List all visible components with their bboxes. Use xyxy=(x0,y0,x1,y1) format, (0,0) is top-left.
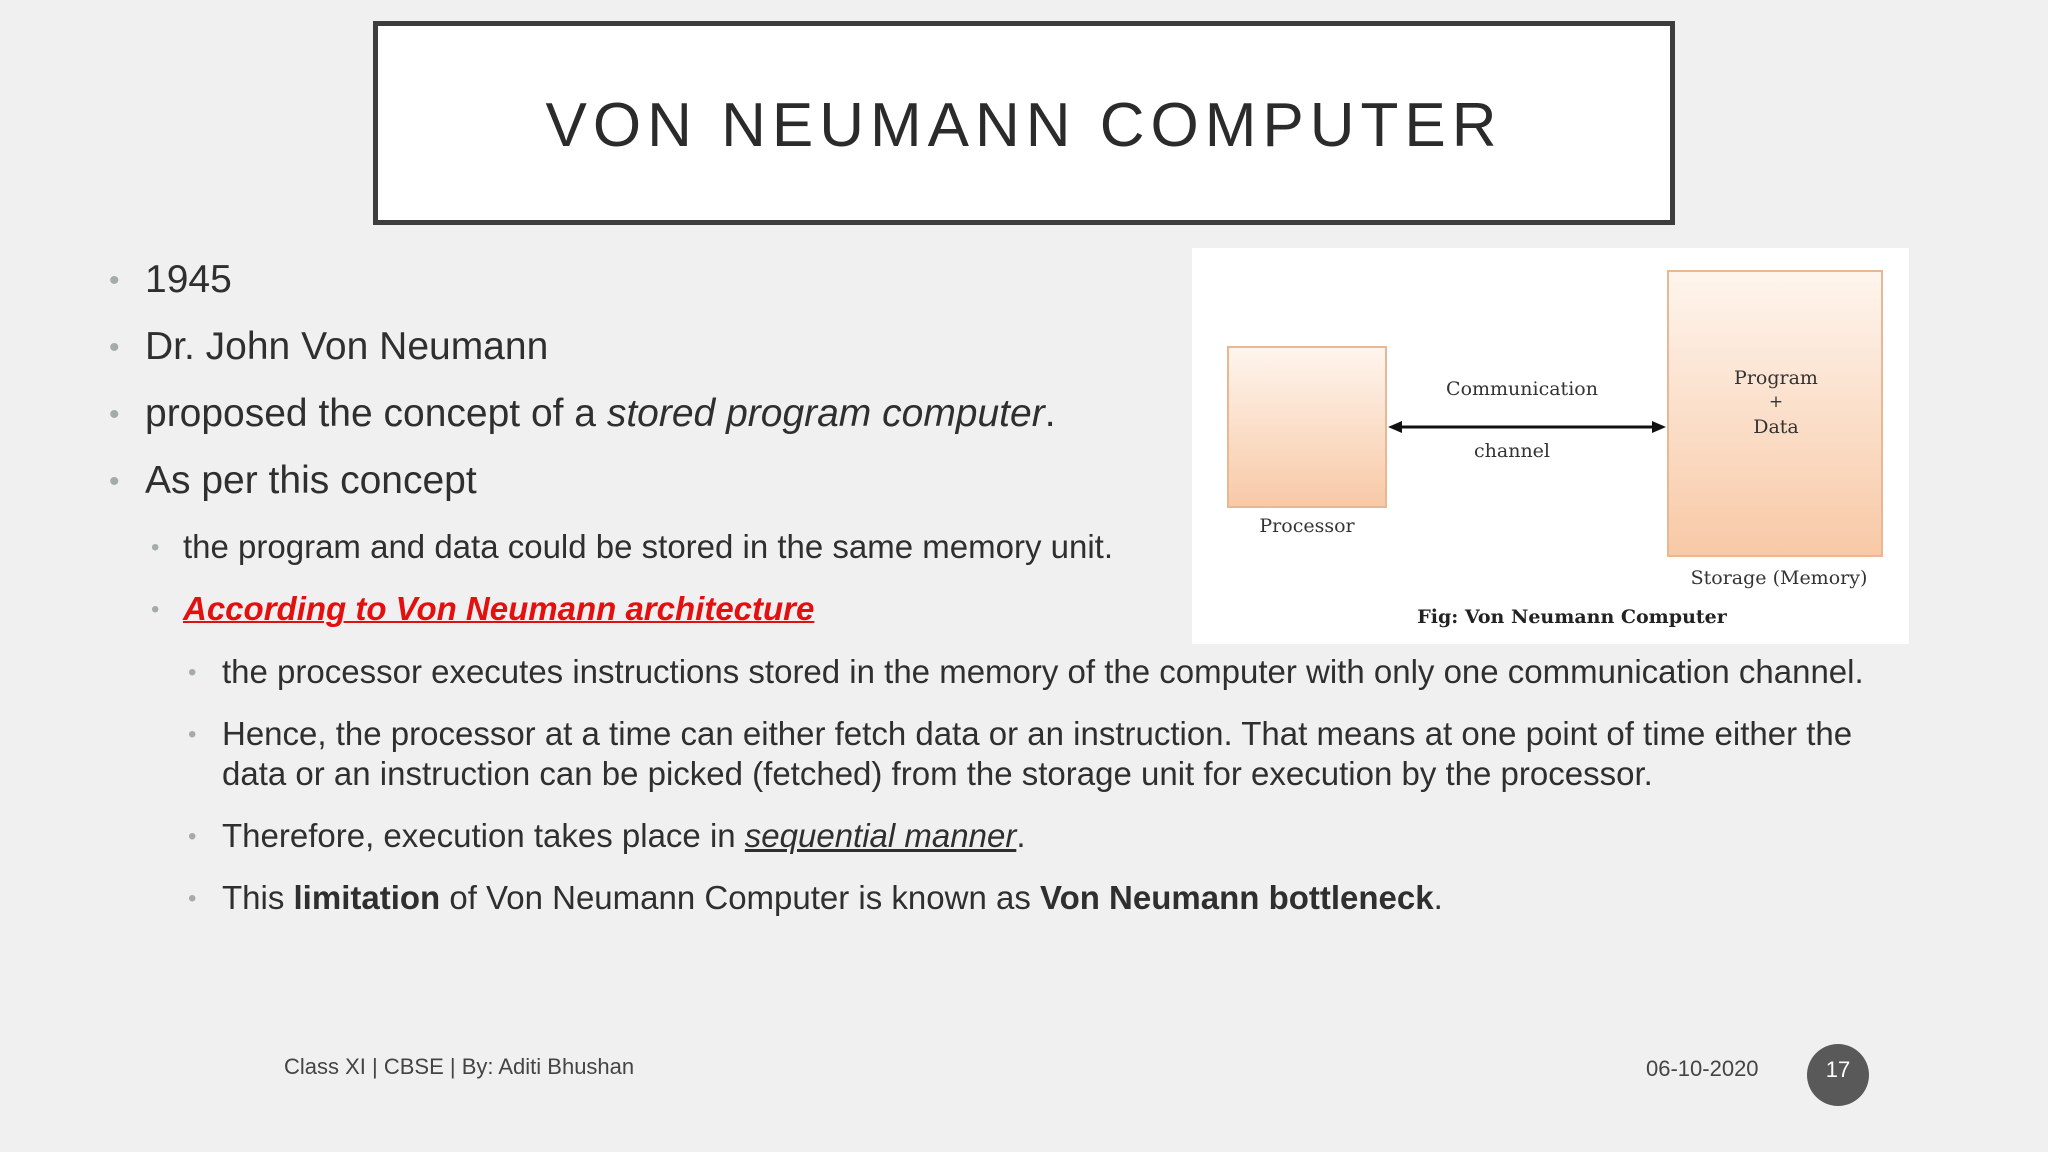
arrow-right-icon xyxy=(1652,421,1666,433)
slide-title: VON NEUMANN COMPUTER xyxy=(545,91,1503,160)
bullet-dot-icon: • xyxy=(109,264,120,297)
arrow-left-icon xyxy=(1388,421,1402,433)
sequential-manner-link[interactable]: sequential manner xyxy=(744,817,1017,854)
sub-sub-bullet-limitation: • This limitation of Von Neumann Computer is known as Von Neumann bottleneck. xyxy=(222,879,1443,917)
memory-box xyxy=(1668,271,1882,556)
sub-sub-bullet-therefore: • Therefore, execution takes place in sequential manner. xyxy=(222,817,1025,855)
diagram-svg xyxy=(1192,248,1909,644)
bullet-dot-icon: • xyxy=(188,659,197,686)
sub-bullet-architecture[interactable] xyxy=(151,590,815,628)
footer-author: Class XI | CBSE | By: Aditi Bhushan xyxy=(284,1054,635,1079)
channel-bottom-label: channel xyxy=(1474,440,1550,462)
bullet-dot-icon: • xyxy=(109,465,120,498)
processor-label: Processor xyxy=(1259,515,1355,537)
architecture-link[interactable]: According to Von Neumann architecture xyxy=(183,590,815,627)
memory-data-label: Data xyxy=(1753,416,1799,438)
bullet-dot-icon: • xyxy=(151,534,160,561)
footer-date: 06-10-2020 xyxy=(1646,1056,1759,1081)
bullet-name: • Dr. John Von Neumann xyxy=(145,325,548,369)
memory-plus-label: + xyxy=(1768,392,1784,412)
sub-sub-bullet-hence: • Hence, the processor at a time can either fetch data or an instruction. That means at one point of time either the xyxy=(222,715,1852,753)
bullet-dot-icon: • xyxy=(188,885,197,912)
processor-box xyxy=(1228,347,1386,507)
bullet-dot-icon: • xyxy=(109,331,120,364)
figure-caption: Fig: Von Neumann Computer xyxy=(1417,606,1727,628)
sub-sub-bullet-hence-cont: data or an instruction can be picked (fetched) from the storage unit for execution by the processor. xyxy=(222,755,1653,792)
bullet-dot-icon: • xyxy=(188,721,197,748)
sub-bullet-memory: • the program and data could be stored in the same memory unit. xyxy=(183,528,1113,566)
storage-label: Storage (Memory) xyxy=(1690,567,1868,589)
bullet-dot-icon: • xyxy=(188,823,197,850)
memory-program-label: Program xyxy=(1734,367,1818,389)
von-neumann-diagram xyxy=(1192,248,1909,644)
bullet-dot-icon: • xyxy=(109,398,120,431)
bullet-proposed: • proposed the concept of a stored program computer. xyxy=(145,392,1056,436)
channel-top-label: Communication xyxy=(1446,378,1598,400)
bullet-year: • 1945 xyxy=(145,258,232,302)
bullet-concept: • As per this concept xyxy=(145,459,477,503)
sub-sub-bullet-processor: • the processor executes instructions stored in the memory of the computer with only one communication channel. xyxy=(222,653,1864,691)
page-number-badge: 17 xyxy=(1807,1044,1869,1106)
bullet-dot-icon: • xyxy=(151,596,160,623)
